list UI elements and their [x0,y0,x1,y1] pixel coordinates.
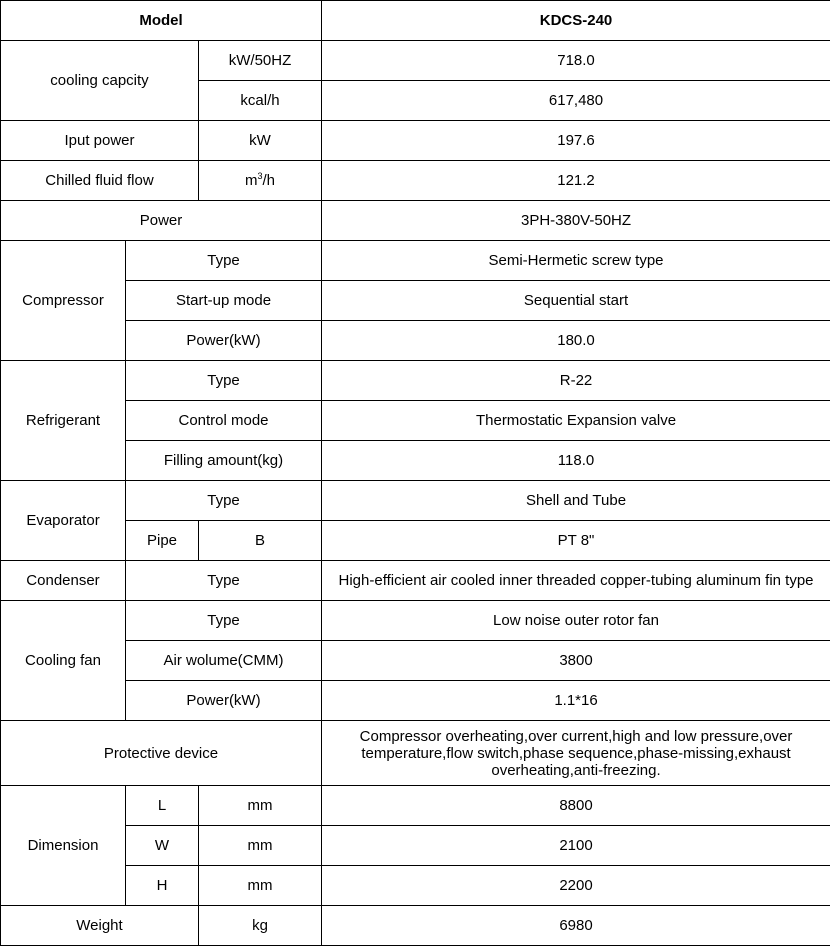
cooling-fan-param: Power(kW) [126,681,322,721]
dimension-value: 2200 [322,866,830,906]
refrigerant-value: 118.0 [322,441,830,481]
row-condenser [1,561,830,601]
compressor-param: Power(kW) [126,321,322,361]
model-value: KDCS-240 [322,1,830,41]
chilled-flow-unit [199,161,322,201]
row-compressor-power [1,321,830,361]
evaporator-pipe-unit: B [199,521,322,561]
compressor-value: Semi-Hermetic screw type [322,241,830,281]
row-dimension-l [1,786,830,826]
dimension-value: 2100 [322,826,830,866]
row-protective [1,721,830,786]
chilled-flow-label: Chilled fluid flow [1,161,199,201]
dimension-value: 8800 [322,786,830,826]
row-input-power [1,121,830,161]
power-value: 3PH-380V-50HZ [322,201,830,241]
row-dimension-w [1,826,830,866]
dimension-axis: W [126,826,199,866]
row-cooling-capacity-kw [1,41,830,81]
row-refrigerant-control [1,401,830,441]
compressor-label: Compressor [1,241,126,361]
refrigerant-param: Control mode [126,401,322,441]
weight-value: 6980 [322,906,830,946]
evaporator-param: Type [126,481,322,521]
evaporator-pipe-value: PT 8" [322,521,830,561]
dimension-axis: H [126,866,199,906]
row-weight [1,906,830,946]
power-label: Power [1,201,322,241]
dimension-axis: L [126,786,199,826]
row-chilled-flow [1,161,830,201]
condenser-label: Condenser [1,561,126,601]
condenser-param: Type [126,561,322,601]
cooling-fan-param: Air wolume(CMM) [126,641,322,681]
cooling-fan-label: Cooling fan [1,601,126,721]
compressor-value: Sequential start [322,281,830,321]
weight-label: Weight [1,906,199,946]
row-evaporator-pipe [1,521,830,561]
compressor-param: Type [126,241,322,281]
refrigerant-label: Refrigerant [1,361,126,481]
cooling-fan-value: Low noise outer rotor fan [322,601,830,641]
refrigerant-value: R-22 [322,361,830,401]
row-compressor-startup [1,281,830,321]
evaporator-value: Shell and Tube [322,481,830,521]
cooling-fan-param: Type [126,601,322,641]
input-power-value: 197.6 [322,121,830,161]
unit-base: m [244,172,258,189]
chilled-flow-value: 121.2 [322,161,830,201]
dimension-label: Dimension [1,786,126,906]
cooling-capacity-unit: kW/50HZ [199,41,322,81]
dimension-unit: mm [199,786,322,826]
cooling-fan-value: 3800 [322,641,830,681]
cooling-capacity-label: cooling capcity [1,41,199,121]
row-refrigerant-filling [1,441,830,481]
cooling-capacity-value: 617,480 [322,81,830,121]
row-model [1,1,830,41]
row-fan-type [1,601,830,641]
refrigerant-param: Type [126,361,322,401]
input-power-unit: kW [199,121,322,161]
row-evaporator-type [1,481,830,521]
cooling-fan-value: 1.1*16 [322,681,830,721]
row-dimension-h [1,866,830,906]
row-compressor-type [1,241,830,281]
dimension-unit: mm [199,826,322,866]
dimension-unit: mm [199,866,322,906]
weight-unit: kg [199,906,322,946]
row-power [1,201,830,241]
cooling-capacity-unit: kcal/h [199,81,322,121]
model-label: Model [1,1,322,41]
row-fan-power [1,681,830,721]
row-fan-air-volume [1,641,830,681]
compressor-value: 180.0 [322,321,830,361]
input-power-label: Iput power [1,121,199,161]
evaporator-label: Evaporator [1,481,126,561]
condenser-value: High-efficient air cooled inner threaded copper-tubing aluminum fin type [322,561,830,601]
protective-value: Compressor overheating,over current,high and low pressure,over temperature,flow switch,phase sequence,phase-missing,exhaust overheating,anti-freezing. [322,721,830,786]
refrigerant-value: Thermostatic Expansion valve [322,401,830,441]
compressor-param: Start-up mode [126,281,322,321]
unit-tail: /h [262,172,276,189]
cooling-capacity-value: 718.0 [322,41,830,81]
row-refrigerant-type [1,361,830,401]
evaporator-pipe-label: Pipe [126,521,199,561]
unit-superscript: 3 [257,171,263,181]
protective-label: Protective device [1,721,322,786]
refrigerant-param: Filling amount(kg) [126,441,322,481]
